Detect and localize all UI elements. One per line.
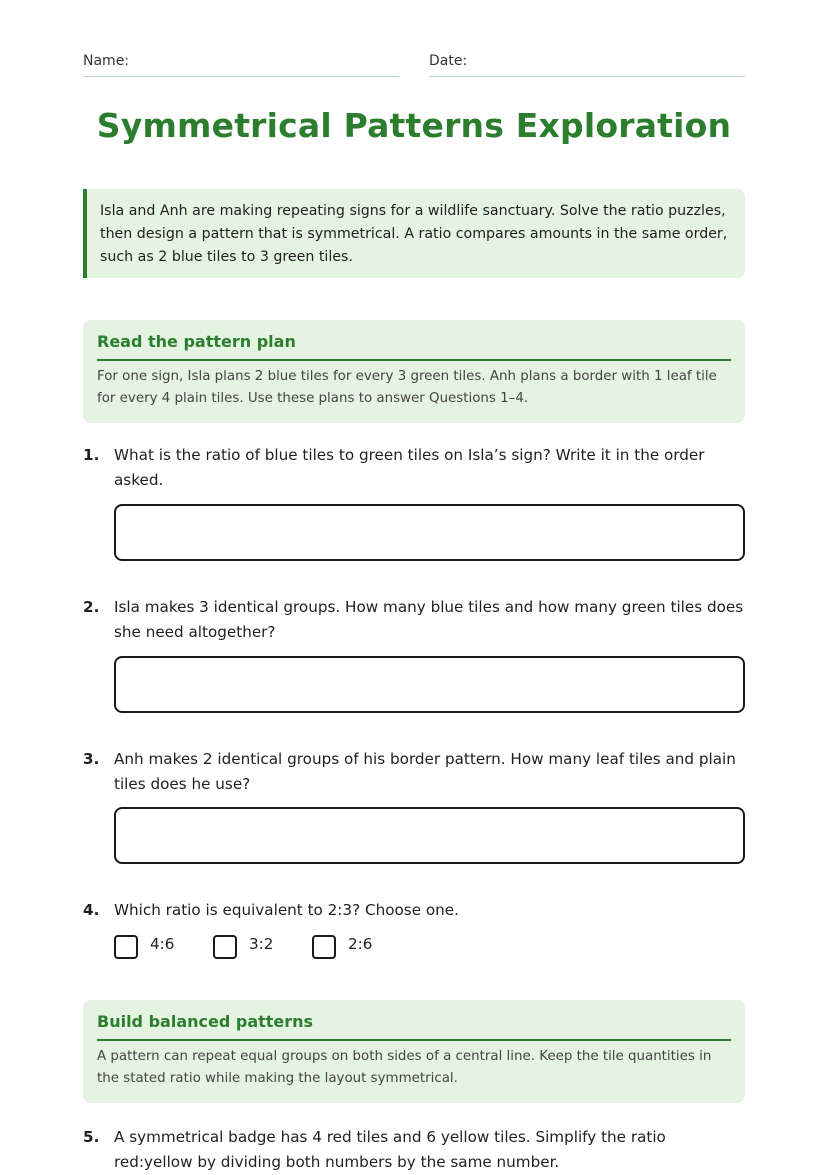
- name-field[interactable]: [83, 52, 399, 77]
- worksheet-title: Symmetrical Patterns Exploration: [96, 106, 732, 145]
- section-body: For one sign, Isla plans 2 blue tiles for every 3 green tiles. Anh plans a border with 1 leaf tile for every 4 plain tiles. Use these plans to answer Questions 1–4.: [97, 369, 717, 406]
- option-label: 3:2: [249, 935, 274, 953]
- option-label: 4:6: [150, 935, 175, 953]
- question-2: [83, 595, 745, 645]
- section-heading: Read the pattern plan: [97, 332, 731, 361]
- section-pattern-plan: [83, 320, 745, 423]
- section-heading: Build balanced patterns: [97, 1012, 731, 1041]
- question-text: Which ratio is equivalent to 2:3? Choose one.: [114, 901, 459, 919]
- question-number: 2.: [83, 598, 100, 616]
- question-5: [83, 1125, 745, 1175]
- section-body: A pattern can repeat equal groups on both sides of a central line. Keep the tile quantities in the stated ratio while making the layout symmetrical.: [97, 1049, 712, 1086]
- checkbox[interactable]: [312, 935, 336, 959]
- date-label: Date:: [429, 53, 468, 69]
- question-number: 3.: [83, 750, 100, 768]
- student-info-row: [83, 52, 745, 78]
- question-text: Anh makes 2 identical groups of his border pattern. How many leaf tiles and plain tiles does he use?: [114, 750, 736, 793]
- question-text: A symmetrical badge has 4 red tiles and 6 yellow tiles. Simplify the ratio red:yellow by dividing both numbers by the same number.: [114, 1128, 666, 1171]
- checkbox[interactable]: [114, 935, 138, 959]
- section-balanced-patterns: [83, 1000, 745, 1103]
- question-number: 1.: [83, 446, 100, 464]
- answer-box-3[interactable]: [114, 807, 745, 864]
- date-field[interactable]: [429, 52, 745, 77]
- option-label: 2:6: [348, 935, 373, 953]
- answer-box-1[interactable]: [114, 504, 745, 561]
- question-number: 5.: [83, 1128, 100, 1146]
- question-text: What is the ratio of blue tiles to green tiles on Isla’s sign? Write it in the order asked.: [114, 446, 705, 489]
- question-number: 4.: [83, 901, 100, 919]
- name-label: Name:: [83, 53, 130, 69]
- question-text: Isla makes 3 identical groups. How many blue tiles and how many green tiles does she need altogether?: [114, 598, 744, 641]
- question-1: [83, 443, 745, 493]
- checkbox[interactable]: [213, 935, 237, 959]
- question-3: [83, 747, 745, 797]
- question-4: [83, 898, 745, 923]
- answer-box-2[interactable]: [114, 656, 745, 713]
- intro-callout: Isla and Anh are making repeating signs for a wildlife sanctuary. Solve the ratio puzzles, then design a pattern that is symmetrical. A ratio compares amounts in the same order, such as 2 blue tiles to 3 green tiles.: [83, 189, 745, 278]
